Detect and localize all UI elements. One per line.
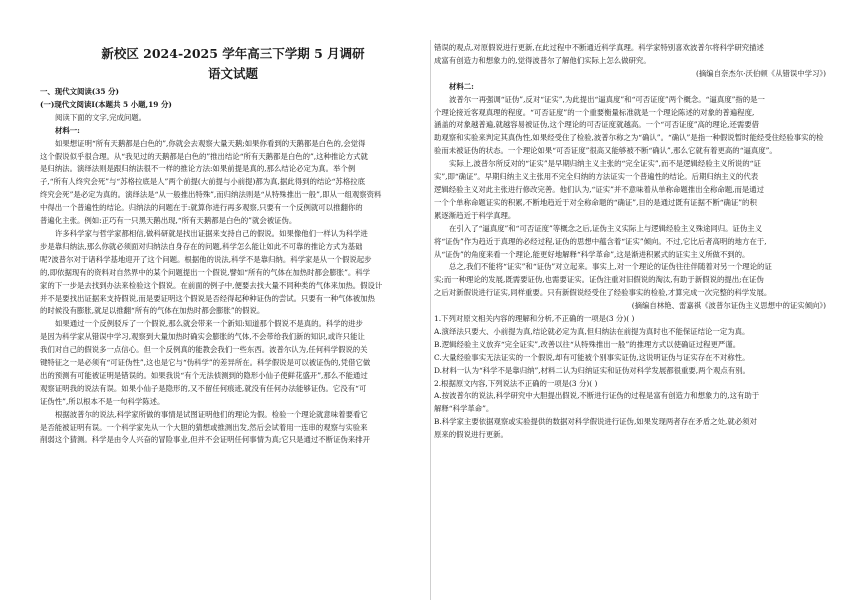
question-line: 1.下列对原文相关内容的理解和分析,不正确的一项是(3 分)( ) — [434, 314, 635, 324]
text-line: 家的下一步是去找到办法来检验这个假说。在前面的例子中,便要去找大量不同种类的气体来加热。假设计 — [40, 280, 383, 290]
text-line: 成富有创造力和想象力的,觉得波普尔了解他们实际上怎么做研究。 — [434, 55, 651, 65]
question-line: D.材料一认为“科学不是靠归纳”,材料二认为归纳证实和证伪对科学发展都很重要,两个观点有别。 — [434, 365, 750, 375]
question-line: C.大量经验事实无法证实的一个假说,却有可能被个别事实证伪,这说明证伪与证实存在不对称性。 — [434, 352, 750, 362]
text-line: 实”,即“确证”。早期归纳主义主张用不完全归纳的方法证实一个普遍性的结论。后期归纳主义的代表 — [434, 172, 759, 182]
text-line: 错误的观点,对原假说进行更新,在此过程中不断通近科学真理。科学家特别喜欢波普尔将科学研究描述 — [434, 43, 764, 52]
left-column — [40, 0, 426, 608]
text-line: 验而未被证伪的状态。一个理论如果“可否证度”很高又能够被不断“确认”,那么它就有着更高的“逼真度”。 — [434, 146, 777, 156]
text-line: 逻辑经验主义对此主张进行修改完善。他们认为,“证实”并不意味着从单称命题推出全称命题,而是通过 — [434, 184, 765, 194]
text-line: 是因为科学家从错误中学习,观察到大量加热时确实会膨胀的气体,不会带给我们新的知识,或许只能让 — [40, 332, 365, 342]
text-line: 观察证明我的说法有误。如果小仙子是隐形的,又不留任何痕迹,就没有任何办法能够证伪。它没有“可 — [40, 383, 367, 393]
text-line: 涵盖的对象越普遍,就越容易被证伪,这个理论的可否证度就越高。一个“可否证度”高的理论,还需要借 — [434, 120, 760, 130]
question-line: B.科学家主要依据观察或实验提供的数据对科学假说进行证伪,如果发现两者存在矛盾之处,就必须对 — [434, 417, 757, 427]
text-line: 一个个单称命题证实的积累,不断地趋近于对全称命题的“确证”,目的是通过既有证据不断“确证”的积 — [434, 197, 757, 207]
text-line: 子,“所有人终究会死”与“苏格拉底是人”两个前提(大前提与小前提)都为真,据此得到的结论“苏格拉底 — [40, 177, 365, 187]
text-line: 如果想证明“所有天鹅都是白色的”,你就会去观察大量天鹅;如果你看到的天鹅都是白色的,会觉得 — [55, 138, 366, 148]
source-citation-1: (摘编自奈杰尔·沃伯顿《从错误中学习》) — [695, 68, 826, 78]
text-line: 证伪性”,所以根本不是一句科学陈述。 — [40, 396, 165, 406]
question-line: 原来的假说进行更新。 — [434, 430, 508, 440]
material-1-label: 材料一: — [55, 125, 80, 135]
question-line: 解释“科学革命”。 — [434, 404, 494, 414]
text-line: 键特征之一是必须有“可证伪性”,这也是它与“伪科学”的差异所在。科学假说是可以被证伪的,凭借它做 — [40, 358, 371, 368]
material-1-body — [40, 138, 426, 448]
text-line: 这个假说似乎很合理。从“我见过的天鹅都是白色的”推出结论“所有天鹅都是白色的”,这种推论方式就 — [40, 151, 368, 161]
text-line: 将“证伪”作为趋近于真理的必经过程,证伪的思想中蕴含着“证实”倾向。不过,它比后者高明的地方在于, — [434, 236, 767, 246]
subsection-heading: (一)现代文阅读Ⅰ(本题共 5 小题,19 分) — [40, 99, 172, 109]
text-line: 呢?波普尔对于诸科学基地迎开了这个问题。根据他的说法,科学不是靠归纳。科学家是从一个假说起步 — [40, 254, 372, 264]
text-line: 从“证伪”的角度来看一个理论,能更好地解释“科学革命”,这是渐进积累式的证实主义所做不到的。 — [434, 249, 750, 259]
text-line: 我们对自己的假说多一点信心。但一个反例真的能教会我们一些东西。波普尔认为,任何科学假说的关 — [40, 345, 368, 355]
text-line: 实;而一种理论的发展,既需要证伪,也需要证实。证伪注重对旧假说的淘汰,有助于新假说的提出;在证伪 — [434, 275, 764, 285]
text-line: 出的预测有可能被证明是错误的。如果我说“有个无法侦测到的隐形小仙子使鲜花盛开”,那么不能通过 — [40, 370, 368, 380]
material-1-continued — [434, 42, 826, 68]
exam-subtitle: 语文试题 — [207, 66, 258, 81]
source-citation-2: (摘编自林艳、雷嘉祺《波普尔证伪主义思想中的证实倾向》) — [631, 301, 826, 311]
question-line: B.逻辑经验主义放弃“完全证实”,改善以往“从特殊推出一般”的推理方式以使确证过程更严谨。 — [434, 339, 741, 349]
text-line: 削弱这个猜测。科学是由令人兴奋的冒险事业,但并不会证明任何事情为真;它只是通过不断证伪来排开 — [40, 435, 371, 445]
question-line: 2.根据原文内容,下列说法不正确的一项是(3 分)( ) — [434, 378, 598, 388]
text-line: 如果通过一个反例驳斥了一个假说,那么就会带来一个新知:知道那个假说不是真的。科学的进步 — [55, 319, 363, 329]
material-2-body — [434, 94, 826, 301]
text-line: 之后对新假说进行证实,同样重要。只有新假说经受住了经验事实的检验,才算完成一次完整的科学发展。 — [434, 288, 772, 298]
section-heading: 一、现代文阅读(35 分) — [40, 87, 119, 96]
text-line: 在引入了“逼真度”和“可否证度”等概念之后,证伪主义实际上与逻辑经验主义殊途同归。证伪主义 — [449, 223, 763, 233]
text-line: 的时候没有膨胀,就足以推翻“所有的气体在加热时都会膨胀”的假说。 — [40, 306, 265, 316]
text-line: 累逐渐趋近于科学真理。 — [434, 210, 516, 220]
text-line: 根据波普尔的说法,科学家所做的事情是试图证明他们的理论为假。检验一个理论就意味着要看它 — [55, 409, 368, 419]
text-line: 终究会死”是必定为真的。演绎法是“从一般推出特殊”,而归纳法则是“从特殊推出一般”,即从一组观察资料 — [40, 190, 382, 200]
text-line: 许多科学家与哲学家都相信,做科研就是找出证据来支持自己的假说。如果像他们一样认为科学进 — [55, 228, 368, 238]
questions — [434, 313, 826, 442]
text-line: 中得出一个普遍性的结论。归纳法的问题在于:就算你进行再多观察,只要有一个反例就可以推翻你的 — [40, 203, 363, 213]
text-line: 是否能被证明有误。一个科学家先从一个大胆的猜想或推测出发,然后会试着用一连串的观察与实验来 — [40, 422, 368, 432]
column-divider — [430, 40, 431, 600]
text-line: 助观察和实验来判定其真伪性,如果经受住了检验,波普尔称之为“确认”。“确认”是指一种假说暂时能经受住经验事实的检 — [434, 133, 824, 143]
question-line: A.按波普尔的说法,科学研究中大胆提出假说,不断进行证伪的过程是富有创造力和想象力的,这有助于 — [434, 391, 760, 401]
text-line: 个理论接近客观真理的程度。“可否证度”的一个重要衡量标准就是一个理论陈述的对象的普遍程度, — [434, 107, 755, 117]
instruction: 阅读下面的文字,完成问题。 — [55, 112, 147, 122]
text-line: 步是靠归纳法,那么你就必须面对归纳法自身存在的问题,科学怎么能让如此不可靠的推论方式为基础 — [40, 241, 363, 251]
text-line: 是归纳法。演绎法则是跟归纳法很不一样的推论方法:如果前提是真的,那么结论必定为真。举个例 — [40, 164, 356, 174]
material-2-label: 材料二: — [449, 81, 474, 91]
text-line: 普遍化主张。例如:正巧有一只黑天鹅出现,“所有天鹅都是白色的”就会被证伪。 — [40, 216, 297, 226]
text-line: 总之,我们不能将“证实”和“证伪”对立起来。事实上,对一个理论的证伪往往伴随着对另一个理论的证 — [449, 262, 772, 272]
text-line: 波普尔一再强调“证伪”,反对“证实”,为此提出“逼真度”和“可否证度”两个概念。“逼真度”指的是一 — [449, 94, 765, 104]
question-line: A.演绎法只要大、小前提为真,结论就必定为真,但归纳法在前提为真时也不能保证结论一定为真。 — [434, 326, 750, 336]
exam-title: 新校区 2024-2025 学年高三下学期 5 月调研 — [101, 46, 365, 61]
right-column — [434, 0, 826, 608]
text-line: 实际上,波普尔所反对的“证实”是早期归纳主义主张的“完全证实”,而不是逻辑经验主义所说的“证 — [449, 159, 761, 169]
text-line: 的,即依据现有的资料对自然界中的某个问题提出一个假说,譬如“所有的气体在加热时都会膨胀”。科学 — [40, 267, 371, 277]
text-line: 并不是要找出证据来支持假说,而是要证明这个假说是否经得起种种证伪的尝试。只要有一种气体被加热 — [40, 293, 375, 303]
